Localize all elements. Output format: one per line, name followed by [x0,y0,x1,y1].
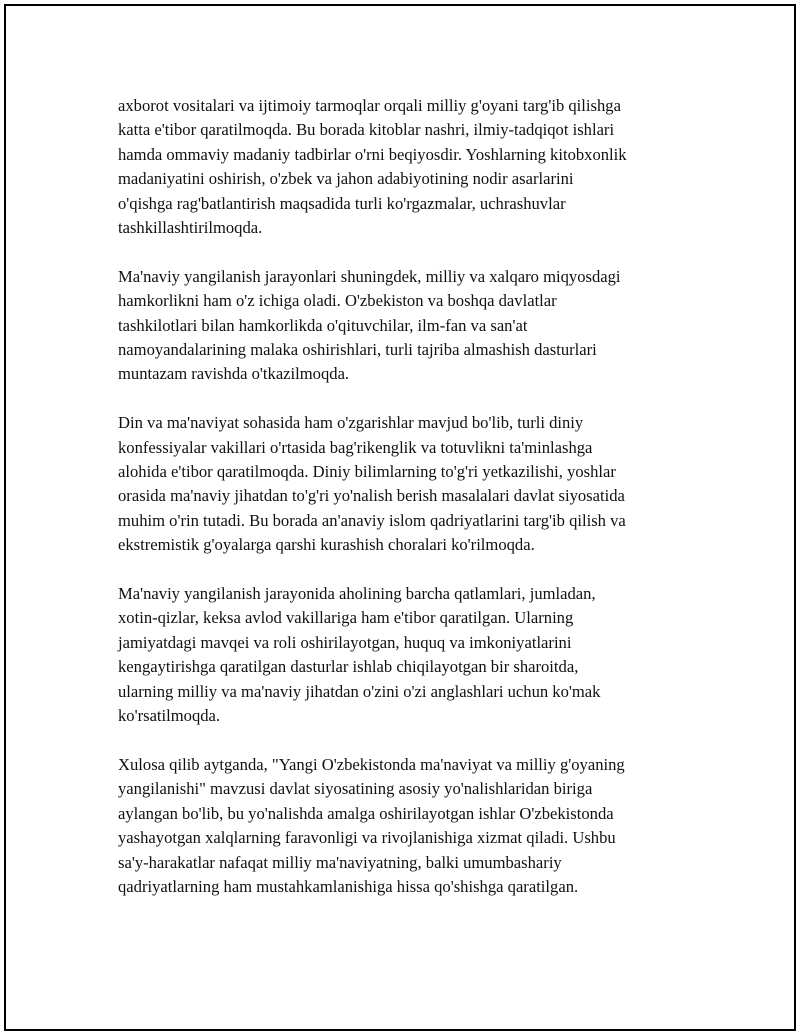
text-line: Din va ma'naviyat sohasida ham o'zgarishlar mavjud bo'lib, turli diniy [118,413,584,433]
document-body [118,94,693,924]
text-line: katta e'tibor qaratilmoqda. Bu borada kitoblar nashri, ilmiy-tadqiqot ishlari [118,120,615,140]
text-line: Xulosa qilib aytganda, "Yangi O'zbekistonda ma'naviyat va milliy g'oyaning [118,754,625,774]
text-line: xotin-qizlar, keksa avlod vakillariga ham e'tibor qaratilgan. Ularning [118,608,574,628]
text-line: jamiyatdagi mavqei va roli oshirilayotgan, huquq va imkoniyatlarini [118,632,572,652]
paragraph-2 [118,265,693,387]
text-line: madaniyatini oshirish, o'zbek va jahon adabiyotining nodir asarlarini [118,169,574,189]
text-line: muntazam ravishda o'tkazilmoqda. [118,364,350,384]
text-line: tashkilotlari bilan hamkorlikda o'qituvchilar, ilm-fan va san'at [118,315,528,335]
text-line: namoyandalarining malaka oshirishlari, turli tajriba almashish dasturlari [118,340,597,360]
text-line: muhim o'rin tutadi. Bu borada an'anaviy islom qadriyatlarini targ'ib qilish va [118,510,626,530]
text-line: yashayotgan xalqlarning faravonligi va rivojlanishiga xizmat qiladi. Ushbu [118,828,616,848]
paragraph-3 [118,411,693,557]
text-line: axborot vositalari va ijtimoiy tarmoqlar orqali milliy g'oyani targ'ib qilishga [118,96,621,115]
text-line: alohida e'tibor qaratilmoqda. Diniy bilimlarning to'g'ri yetkazilishi, yoshlar [118,462,616,482]
text-line: hamkorlikni ham o'z ichiga oladi. O'zbekiston va boshqa davlatlar [118,291,557,311]
text-line: o'qishga rag'batlantirish maqsadida turli ko'rgazmalar, uchrashuvlar [118,193,566,213]
text-line: konfessiyalar vakillari o'rtasida bag'rikenglik va totuvlikni ta'minlashga [118,437,593,457]
text-line: hamda ommaviy madaniy tadbirlar o'rni beqiyosdir. Yoshlarning kitobxonlik [118,144,627,164]
text-line: kengaytirishga qaratilgan dasturlar ishlab chiqilayotgan bir sharoitda, [118,657,579,677]
text-line: Ma'naviy yangilanish jarayonlari shuningdek, milliy va xalqaro miqyosdagi [118,266,621,286]
text-line: Ma'naviy yangilanish jarayonida aholining barcha qatlamlari, jumladan, [118,584,596,604]
text-line: ularning milliy va ma'naviy jihatdan o'zini o'zi anglashlari uchun ko'mak [118,681,601,701]
text-line: sa'y-harakatlar nafaqat milliy ma'naviyatning, balki umumbashariy [118,852,562,872]
text-line: aylangan bo'lib, bu yo'nalishda amalga oshirilayotgan ishlar O'zbekistonda [118,803,614,823]
paragraph-4 [118,582,693,728]
text-line: orasida ma'naviy jihatdan to'g'ri yo'nalish berish masalalari davlat siyosatida [118,486,625,506]
paragraph-5 [118,753,693,899]
paragraph-1 [118,94,693,240]
text-line: yangilanishi" mavzusi davlat siyosatining asosiy yo'nalishlaridan biriga [118,779,593,799]
text-line: ekstremistik g'oyalarga qarshi kurashish choralari ko'rilmoqda. [118,535,535,555]
text-line: qadriyatlarning ham mustahkamlanishiga hissa qo'shishga qaratilgan. [118,876,579,896]
text-line: ko'rsatilmoqda. [118,706,221,726]
text-line: tashkillashtirilmoqda. [118,218,263,238]
